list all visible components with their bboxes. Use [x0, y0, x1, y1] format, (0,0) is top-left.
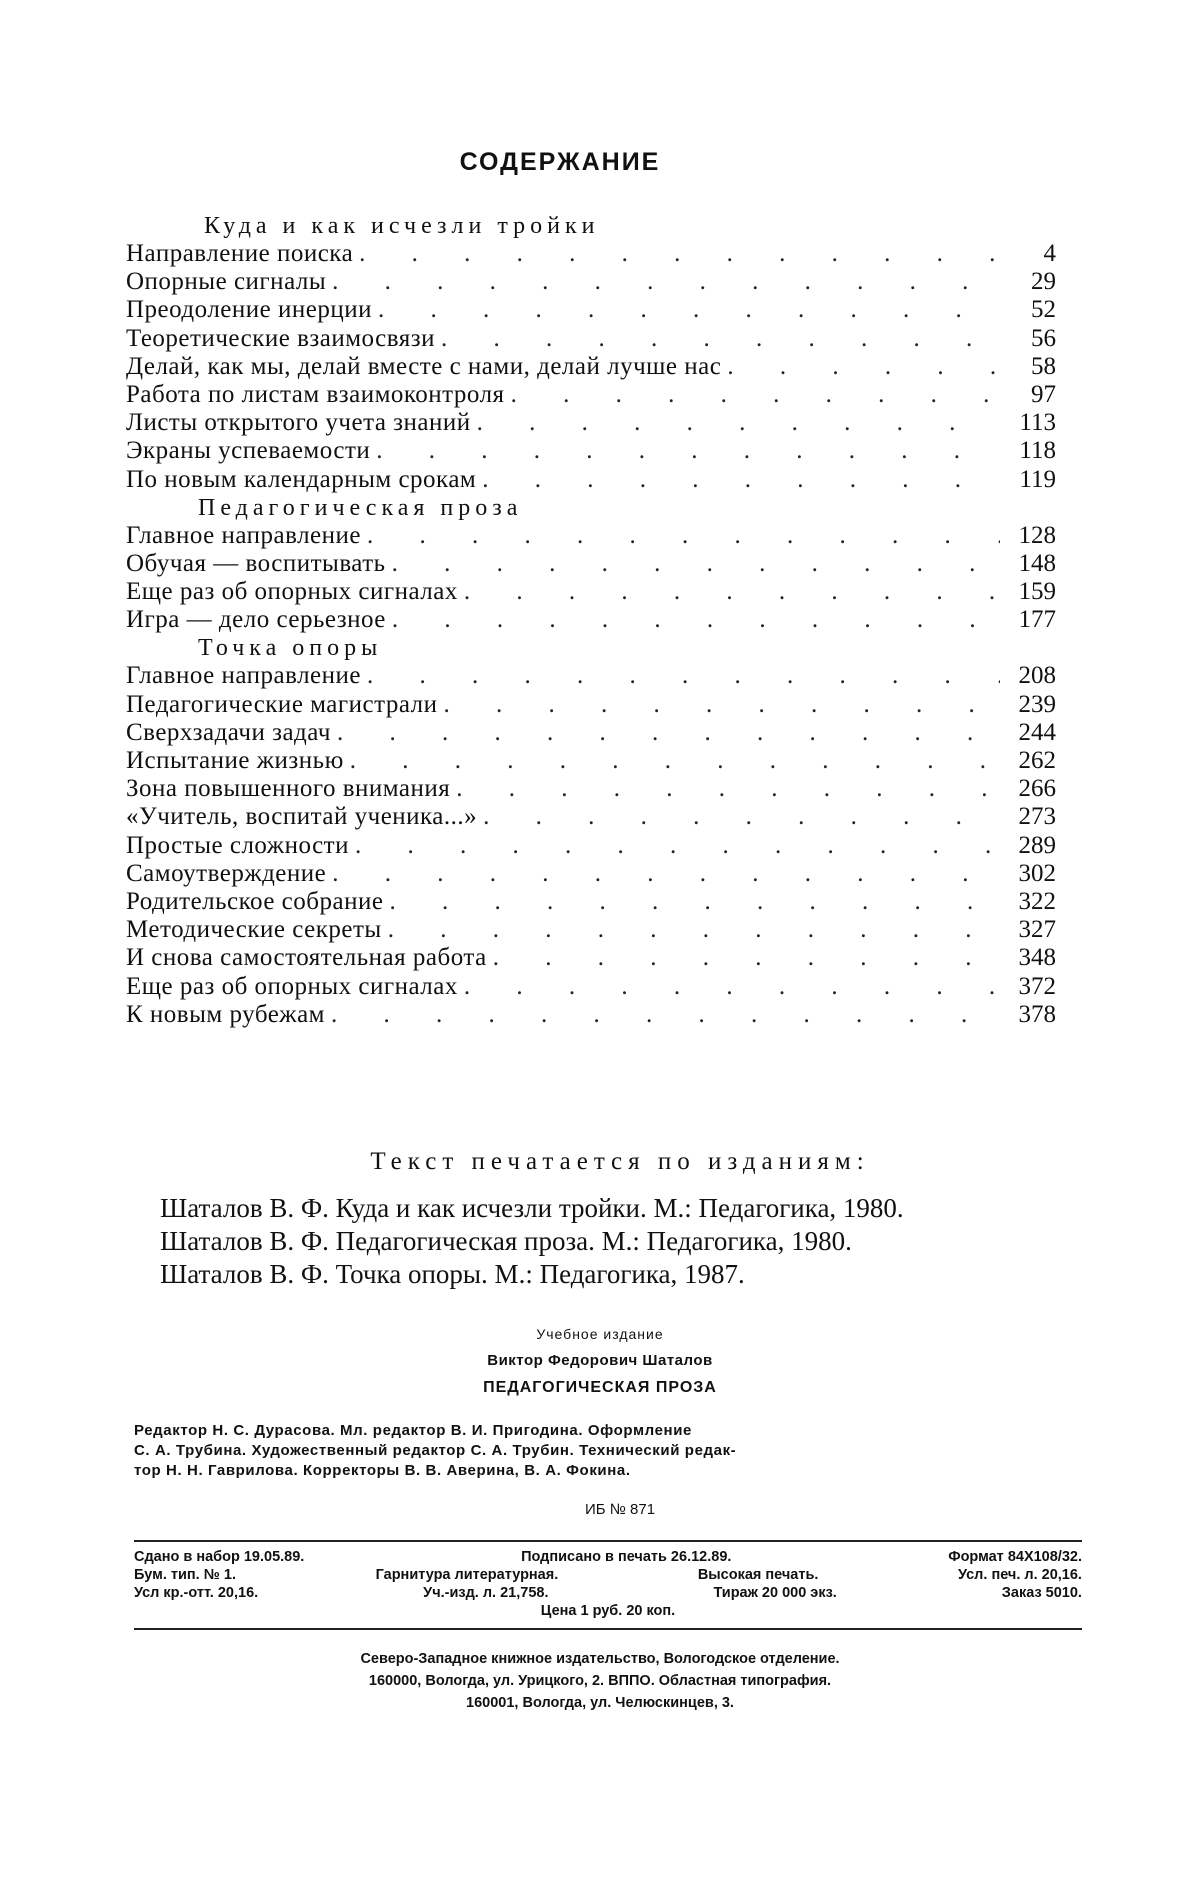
tech-cell: Усл кр.-отт. 20,16.	[134, 1584, 258, 1602]
toc-entry-page: 262	[1000, 747, 1056, 775]
dot-leader	[482, 466, 1000, 494]
toc-entry-page: 119	[1000, 466, 1056, 494]
credits	[134, 1421, 1082, 1481]
toc-entry	[126, 691, 1056, 719]
toc-entry-title: Главное направление	[126, 662, 367, 690]
dot-leader	[456, 775, 1000, 803]
publisher-line: Северо-Западное книжное издательство, Вологодское отделение.	[0, 1648, 1200, 1670]
credits-line: тор Н. Н. Гаврилова. Корректоры В. В. Аверина, В. А. Фокина.	[134, 1461, 1082, 1481]
dot-leader	[392, 606, 1000, 634]
toc-entry-title: Преодоление инерции	[126, 296, 378, 324]
toc-entry-page: 266	[1000, 775, 1056, 803]
toc-entry-title: Игра — дело серьезное	[126, 606, 392, 634]
dot-leader	[388, 916, 1000, 944]
book-title: ПЕДАГОГИЧЕСКАЯ ПРОЗА	[0, 1379, 1200, 1397]
source-item: Шаталов В. Ф. Точка опоры. М.: Педагогика, 1987.	[160, 1258, 1200, 1291]
toc-entry-page: 273	[1000, 803, 1056, 831]
dot-leader	[477, 409, 1000, 437]
toc-entry-page: 52	[1000, 296, 1056, 324]
toc-entry-title: Зона повышенного внимания	[126, 775, 456, 803]
divider	[134, 1628, 1082, 1630]
source-item: Шаталов В. Ф. Педагогическая проза. М.: Педагогика, 1980.	[160, 1225, 1200, 1258]
dot-leader	[493, 944, 1000, 972]
toc-entry-title: Самоутверждение	[126, 860, 332, 888]
toc-entry-title: «Учитель, воспитай ученика...»	[126, 803, 483, 831]
dot-leader	[367, 522, 1000, 550]
publisher-line: 160001, Вологда, ул. Челюскинцев, 3.	[0, 1692, 1200, 1714]
tech-row	[134, 1584, 1082, 1602]
publisher-line: 160000, Вологда, ул. Урицкого, 2. ВППО. Областная типография.	[0, 1670, 1200, 1692]
tech-cell: Гарнитура литературная.	[376, 1566, 559, 1584]
toc-entry	[126, 803, 1056, 831]
toc-entry-title: Простые сложности	[126, 832, 355, 860]
divider	[134, 1540, 1082, 1542]
toc-entry	[126, 353, 1056, 381]
dot-leader	[441, 325, 1000, 353]
toc-entry	[126, 719, 1056, 747]
toc-entry-page: 97	[1000, 381, 1056, 409]
toc-section-heading: Точка опоры	[198, 634, 1056, 662]
toc-entry-title: Обучая — воспитывать	[126, 550, 392, 578]
book-page	[0, 0, 1200, 1880]
edition-type: Учебное издание	[0, 1326, 1200, 1342]
dot-leader	[389, 888, 1000, 916]
dot-leader	[367, 662, 1000, 690]
toc-entry-title: Испытание жизнью	[126, 747, 350, 775]
tech-cell: Подписано в печать 26.12.89.	[521, 1548, 731, 1566]
toc-entry	[126, 747, 1056, 775]
credits-line: Редактор Н. С. Дурасова. Мл. редактор В. И. Пригодина. Оформление	[134, 1421, 1082, 1441]
dot-leader	[337, 719, 1000, 747]
toc-entry	[126, 916, 1056, 944]
toc-entry-page: 322	[1000, 888, 1056, 916]
toc-entry-title: Родительское собрание	[126, 888, 389, 916]
toc-entry-title: И снова самостоятельная работа	[126, 944, 493, 972]
toc-entry	[126, 466, 1056, 494]
sources-heading: Текст печатается по изданиям:	[40, 1148, 1200, 1176]
toc-title: СОДЕРЖАНИЕ	[0, 148, 1120, 177]
toc-entry-title: Опорные сигналы	[126, 268, 332, 296]
toc-entry-page: 118	[1000, 437, 1056, 465]
sources-list	[160, 1192, 1200, 1291]
toc-entry-title: Листы открытого учета знаний	[126, 409, 477, 437]
toc-entry	[126, 888, 1056, 916]
dot-leader	[392, 550, 1000, 578]
toc-entry	[126, 578, 1056, 606]
toc-entry	[126, 550, 1056, 578]
toc-entry-title: Работа по листам взаимоконтроля	[126, 381, 511, 409]
toc-entry	[126, 832, 1056, 860]
technical-details	[134, 1548, 1082, 1620]
toc-entry	[126, 381, 1056, 409]
dot-leader	[483, 803, 1000, 831]
toc-entry-title: Делай, как мы, делай вместе с нами, делай лучше нас	[126, 353, 727, 381]
toc-entry-page: 208	[1000, 662, 1056, 690]
toc-section-heading: Педагогическая проза	[198, 494, 1056, 522]
tech-row	[134, 1566, 1082, 1584]
dot-leader	[444, 691, 1000, 719]
toc-entry-page: 128	[1000, 522, 1056, 550]
tech-cell: Сдано в набор 19.05.89.	[134, 1548, 304, 1566]
toc-entry	[126, 775, 1056, 803]
toc-entry-page: 29	[1000, 268, 1056, 296]
dot-leader	[332, 860, 1000, 888]
dot-leader	[359, 240, 1000, 268]
toc-entry-page: 244	[1000, 719, 1056, 747]
author-name: Виктор Федорович Шаталов	[0, 1352, 1200, 1369]
credits-line: С. А. Трубина. Художественный редактор С. А. Трубин. Технический редак-	[134, 1441, 1082, 1461]
toc-entry-page: 148	[1000, 550, 1056, 578]
toc-section-heading: Куда и как исчезли тройки	[204, 212, 1056, 240]
toc-entry-page: 113	[1000, 409, 1056, 437]
dot-leader	[331, 1001, 1000, 1029]
toc-entry-title: Еще раз об опорных сигналах	[126, 578, 464, 606]
price: Цена 1 руб. 20 коп.	[134, 1602, 1082, 1620]
tech-row	[134, 1548, 1082, 1566]
dot-leader	[350, 747, 1000, 775]
ib-number: ИБ № 871	[40, 1501, 1200, 1518]
table-of-contents	[126, 212, 1056, 1029]
tech-cell: Бум. тип. № 1.	[134, 1566, 236, 1584]
toc-entry-title: Направление поиска	[126, 240, 359, 268]
toc-entry-title: Главное направление	[126, 522, 367, 550]
toc-entry	[126, 268, 1056, 296]
toc-entry	[126, 662, 1056, 690]
toc-entry-page: 378	[1000, 1001, 1056, 1029]
toc-entry-page: 4	[1000, 240, 1056, 268]
toc-entry	[126, 240, 1056, 268]
toc-entry-page: 348	[1000, 944, 1056, 972]
publisher-info	[0, 1648, 1200, 1714]
dot-leader	[355, 832, 1000, 860]
toc-entry-title: Экраны успеваемости	[126, 437, 376, 465]
toc-entry-title: Сверхзадачи задач	[126, 719, 337, 747]
dot-leader	[727, 353, 1000, 381]
toc-entry-title: По новым календарным срокам	[126, 466, 482, 494]
toc-entry-page: 58	[1000, 353, 1056, 381]
dot-leader	[464, 973, 1000, 1001]
toc-entry-page: 239	[1000, 691, 1056, 719]
toc-entry	[126, 296, 1056, 324]
toc-entry-page: 327	[1000, 916, 1056, 944]
toc-entry-page: 177	[1000, 606, 1056, 634]
dot-leader	[464, 578, 1000, 606]
tech-cell: Усл. печ. л. 20,16.	[958, 1566, 1082, 1584]
toc-entry-page: 56	[1000, 325, 1056, 353]
toc-entry-page: 372	[1000, 973, 1056, 1001]
toc-entry	[126, 1001, 1056, 1029]
toc-entry-title: Методические секреты	[126, 916, 388, 944]
imprint-block	[0, 1326, 1200, 1714]
source-item: Шаталов В. Ф. Куда и как исчезли тройки. М.: Педагогика, 1980.	[160, 1192, 1200, 1225]
dot-leader	[376, 437, 1000, 465]
toc-entry	[126, 606, 1056, 634]
toc-entry	[126, 860, 1056, 888]
toc-entry-title: К новым рубежам	[126, 1001, 331, 1029]
tech-cell: Высокая печать.	[698, 1566, 819, 1584]
tech-cell: Формат 84Х108/32.	[948, 1548, 1082, 1566]
toc-entry-page: 302	[1000, 860, 1056, 888]
toc-entry	[126, 409, 1056, 437]
tech-cell: Заказ 5010.	[1002, 1584, 1082, 1602]
toc-entry	[126, 944, 1056, 972]
toc-entry	[126, 522, 1056, 550]
toc-entry	[126, 437, 1056, 465]
toc-entry	[126, 973, 1056, 1001]
toc-entry-title: Педагогические магистрали	[126, 691, 444, 719]
dot-leader	[511, 381, 1000, 409]
dot-leader	[378, 296, 1000, 324]
dot-leader	[332, 268, 1000, 296]
sources-block	[0, 1148, 1200, 1291]
toc-entry-page: 289	[1000, 832, 1056, 860]
toc-entry	[126, 325, 1056, 353]
toc-entry-page: 159	[1000, 578, 1056, 606]
toc-entry-title: Еще раз об опорных сигналах	[126, 973, 464, 1001]
toc-entry-title: Теоретические взаимосвязи	[126, 325, 441, 353]
tech-cell: Уч.-изд. л. 21,758.	[423, 1584, 548, 1602]
tech-cell: Тираж 20 000 экз.	[713, 1584, 836, 1602]
